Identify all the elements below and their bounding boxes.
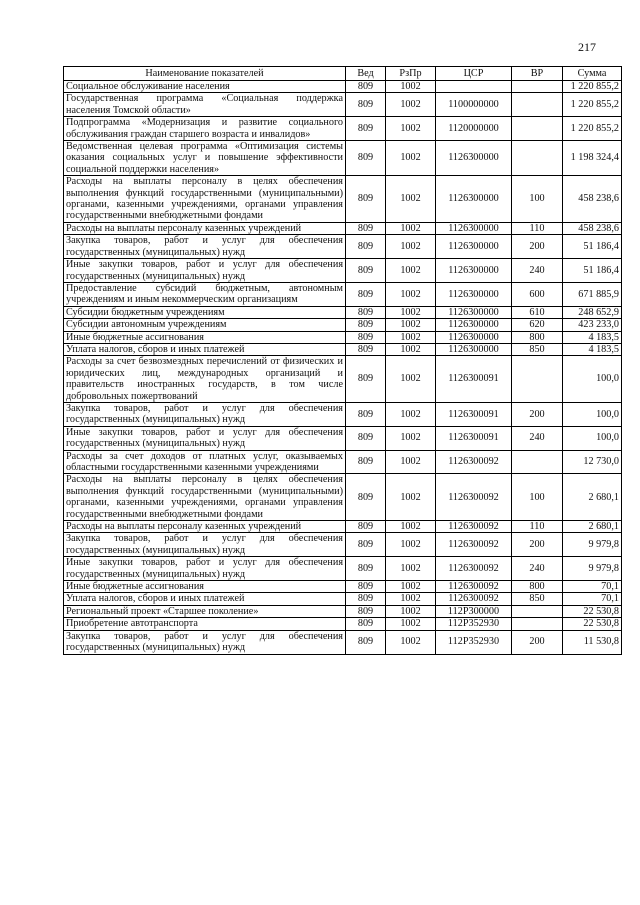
table-row — [64, 605, 622, 617]
cell-sum: 51 186,4 — [563, 235, 622, 259]
cell-vr: 100 — [512, 474, 563, 521]
cell-name: Региональный проект «Старшее поколение» — [64, 605, 346, 617]
cell-csr: 1126300000 — [436, 282, 512, 306]
cell-csr: 1126300092 — [436, 557, 512, 581]
header-ved: Вед — [346, 67, 386, 81]
cell-sum: 423 233,0 — [563, 319, 622, 331]
cell-name: Иные закупки товаров, работ и услуг для обеспечения государственных (муниципальных) нужд — [64, 426, 346, 450]
cell-csr: 1126300091 — [436, 402, 512, 426]
cell-ved: 809 — [346, 402, 386, 426]
cell-ved: 809 — [346, 581, 386, 593]
table-row — [64, 235, 622, 259]
cell-name: Приобретение автотранспорта — [64, 618, 346, 630]
cell-rzpr: 1002 — [386, 141, 436, 176]
cell-vr: 800 — [512, 331, 563, 343]
cell-name: Расходы на выплаты персоналу в целях обеспечения выполнения функций государственными (муниципальными) органами, казенными учреждениями, органами управления государственными внебюджетными фондами — [64, 474, 346, 521]
table-row — [64, 533, 622, 557]
cell-ved: 809 — [346, 259, 386, 283]
cell-sum: 2 680,1 — [563, 474, 622, 521]
table-row — [64, 557, 622, 581]
cell-name: Иные бюджетные ассигнования — [64, 331, 346, 343]
cell-sum: 248 652,9 — [563, 306, 622, 318]
cell-rzpr: 1002 — [386, 533, 436, 557]
cell-csr: 1126300091 — [436, 356, 512, 403]
cell-rzpr: 1002 — [386, 306, 436, 318]
cell-ved: 809 — [346, 557, 386, 581]
cell-rzpr: 1002 — [386, 331, 436, 343]
table-row — [64, 356, 622, 403]
cell-ved: 809 — [346, 618, 386, 630]
header-sum: Сумма — [563, 67, 622, 81]
cell-vr: 620 — [512, 319, 563, 331]
cell-csr: 112P300000 — [436, 605, 512, 617]
table-row — [64, 343, 622, 355]
cell-rzpr: 1002 — [386, 630, 436, 654]
cell-vr — [512, 356, 563, 403]
cell-sum: 9 979,8 — [563, 533, 622, 557]
cell-csr — [436, 81, 512, 93]
cell-rzpr: 1002 — [386, 81, 436, 93]
cell-ved: 809 — [346, 450, 386, 474]
cell-rzpr: 1002 — [386, 343, 436, 355]
cell-csr: 1120000000 — [436, 117, 512, 141]
cell-sum: 1 220 855,2 — [563, 117, 622, 141]
cell-rzpr: 1002 — [386, 235, 436, 259]
cell-rzpr: 1002 — [386, 593, 436, 605]
cell-csr: 1100000000 — [436, 93, 512, 117]
cell-rzpr: 1002 — [386, 356, 436, 403]
table-header-row — [64, 67, 622, 81]
table-row — [64, 282, 622, 306]
cell-rzpr: 1002 — [386, 259, 436, 283]
cell-vr — [512, 141, 563, 176]
cell-rzpr: 1002 — [386, 581, 436, 593]
table-row — [64, 259, 622, 283]
cell-name: Ведомственная целевая программа «Оптимизация системы оказания социальных услуг и повышение эффективности социальной поддержки населения» — [64, 141, 346, 176]
cell-name: Иные закупки товаров, работ и услуг для обеспечения государственных (муниципальных) нужд — [64, 259, 346, 283]
cell-ved: 809 — [346, 343, 386, 355]
cell-ved: 809 — [346, 235, 386, 259]
cell-sum: 22 530,8 — [563, 618, 622, 630]
cell-ved: 809 — [346, 605, 386, 617]
cell-rzpr: 1002 — [386, 319, 436, 331]
page-number: 217 — [578, 40, 596, 54]
cell-name: Уплата налогов, сборов и иных платежей — [64, 343, 346, 355]
table-row — [64, 402, 622, 426]
cell-sum: 2 680,1 — [563, 521, 622, 533]
cell-ved: 809 — [346, 630, 386, 654]
cell-rzpr: 1002 — [386, 93, 436, 117]
cell-ved: 809 — [346, 356, 386, 403]
cell-vr — [512, 618, 563, 630]
header-vr: ВР — [512, 67, 563, 81]
cell-csr: 1126300000 — [436, 222, 512, 234]
cell-vr — [512, 93, 563, 117]
cell-csr: 112P352930 — [436, 618, 512, 630]
cell-name: Закупка товаров, работ и услуг для обеспечения государственных (муниципальных) нужд — [64, 402, 346, 426]
cell-ved: 809 — [346, 222, 386, 234]
cell-vr: 200 — [512, 630, 563, 654]
cell-rzpr: 1002 — [386, 222, 436, 234]
table-row — [64, 426, 622, 450]
table-row — [64, 81, 622, 93]
budget-table — [63, 66, 622, 655]
table-row — [64, 521, 622, 533]
table-row — [64, 141, 622, 176]
cell-ved: 809 — [346, 306, 386, 318]
cell-vr: 240 — [512, 557, 563, 581]
cell-name: Закупка товаров, работ и услуг для обеспечения государственных (муниципальных) нужд — [64, 630, 346, 654]
cell-csr: 1126300091 — [436, 426, 512, 450]
header-rzpr: РзПр — [386, 67, 436, 81]
cell-csr: 112P352930 — [436, 630, 512, 654]
cell-vr — [512, 81, 563, 93]
cell-rzpr: 1002 — [386, 176, 436, 223]
cell-name: Субсидии бюджетным учреждениям — [64, 306, 346, 318]
cell-name: Расходы на выплаты персоналу в целях обеспечения выполнения функций государственными (муниципальными) органами, казенными учреждениями, органами управления государственными внебюджетными фондами — [64, 176, 346, 223]
cell-sum: 12 730,0 — [563, 450, 622, 474]
table-row — [64, 618, 622, 630]
cell-sum: 70,1 — [563, 593, 622, 605]
cell-vr: 800 — [512, 581, 563, 593]
cell-ved: 809 — [346, 93, 386, 117]
cell-name: Государственная программа «Социальная поддержка населения Томской области» — [64, 93, 346, 117]
cell-name: Расходы за счет безвозмездных перечислений от физических и юридических лиц, международных организаций и правительств иностранных государств, в том числе добровольных пожертвований — [64, 356, 346, 403]
header-csr: ЦСР — [436, 67, 512, 81]
cell-ved: 809 — [346, 141, 386, 176]
cell-csr: 1126300092 — [436, 450, 512, 474]
cell-ved: 809 — [346, 331, 386, 343]
cell-name: Субсидии автономным учреждениям — [64, 319, 346, 331]
cell-sum: 671 885,9 — [563, 282, 622, 306]
cell-csr: 1126300000 — [436, 259, 512, 283]
cell-rzpr: 1002 — [386, 426, 436, 450]
cell-ved: 809 — [346, 176, 386, 223]
cell-name: Социальное обслуживание населения — [64, 81, 346, 93]
table-row — [64, 93, 622, 117]
table-row — [64, 176, 622, 223]
cell-vr — [512, 450, 563, 474]
cell-name: Предоставление субсидий бюджетным, автономным учреждениям и иным некоммерческим организациям — [64, 282, 346, 306]
cell-sum: 100,0 — [563, 402, 622, 426]
cell-sum: 11 530,8 — [563, 630, 622, 654]
cell-rzpr: 1002 — [386, 521, 436, 533]
cell-name: Иные бюджетные ассигнования — [64, 581, 346, 593]
table-row — [64, 222, 622, 234]
cell-ved: 809 — [346, 533, 386, 557]
cell-ved: 809 — [346, 117, 386, 141]
cell-ved: 809 — [346, 319, 386, 331]
cell-ved: 809 — [346, 521, 386, 533]
cell-vr: 200 — [512, 235, 563, 259]
cell-csr: 1126300000 — [436, 176, 512, 223]
cell-vr: 110 — [512, 521, 563, 533]
cell-sum: 4 183,5 — [563, 343, 622, 355]
cell-sum: 9 979,8 — [563, 557, 622, 581]
table-row — [64, 474, 622, 521]
cell-csr: 1126300000 — [436, 343, 512, 355]
table-row — [64, 581, 622, 593]
cell-rzpr: 1002 — [386, 557, 436, 581]
cell-sum: 458 238,6 — [563, 176, 622, 223]
table-row — [64, 450, 622, 474]
table-row — [64, 331, 622, 343]
cell-name: Закупка товаров, работ и услуг для обеспечения государственных (муниципальных) нужд — [64, 235, 346, 259]
cell-sum: 4 183,5 — [563, 331, 622, 343]
cell-vr: 240 — [512, 259, 563, 283]
cell-sum: 51 186,4 — [563, 259, 622, 283]
cell-csr: 1126300092 — [436, 474, 512, 521]
table-row — [64, 319, 622, 331]
cell-ved: 809 — [346, 593, 386, 605]
cell-vr: 850 — [512, 343, 563, 355]
cell-name: Уплата налогов, сборов и иных платежей — [64, 593, 346, 605]
cell-ved: 809 — [346, 426, 386, 450]
cell-rzpr: 1002 — [386, 474, 436, 521]
cell-vr: 240 — [512, 426, 563, 450]
cell-vr: 110 — [512, 222, 563, 234]
cell-csr: 1126300000 — [436, 141, 512, 176]
cell-sum: 458 238,6 — [563, 222, 622, 234]
cell-rzpr: 1002 — [386, 402, 436, 426]
cell-ved: 809 — [346, 474, 386, 521]
cell-rzpr: 1002 — [386, 605, 436, 617]
cell-vr — [512, 117, 563, 141]
cell-vr: 610 — [512, 306, 563, 318]
cell-sum: 22 530,8 — [563, 605, 622, 617]
table-body — [64, 81, 622, 655]
cell-csr: 1126300000 — [436, 306, 512, 318]
cell-name: Расходы за счет доходов от платных услуг, оказываемых областными государственными казенными учреждениями — [64, 450, 346, 474]
table-row — [64, 630, 622, 654]
table-row — [64, 593, 622, 605]
cell-csr: 1126300092 — [436, 581, 512, 593]
cell-csr: 1126300092 — [436, 593, 512, 605]
cell-name: Иные закупки товаров, работ и услуг для обеспечения государственных (муниципальных) нужд — [64, 557, 346, 581]
cell-csr: 1126300000 — [436, 319, 512, 331]
cell-name: Расходы на выплаты персоналу казенных учреждений — [64, 521, 346, 533]
cell-vr: 200 — [512, 402, 563, 426]
cell-vr: 100 — [512, 176, 563, 223]
cell-csr: 1126300000 — [436, 235, 512, 259]
cell-sum: 1 220 855,2 — [563, 93, 622, 117]
cell-sum: 100,0 — [563, 426, 622, 450]
cell-vr — [512, 605, 563, 617]
cell-vr: 600 — [512, 282, 563, 306]
cell-rzpr: 1002 — [386, 117, 436, 141]
cell-vr: 200 — [512, 533, 563, 557]
cell-ved: 809 — [346, 282, 386, 306]
header-name: Наименование показателей — [64, 67, 346, 81]
cell-csr: 1126300000 — [436, 331, 512, 343]
cell-rzpr: 1002 — [386, 450, 436, 474]
cell-name: Расходы на выплаты персоналу казенных учреждений — [64, 222, 346, 234]
cell-sum: 1 198 324,4 — [563, 141, 622, 176]
cell-ved: 809 — [346, 81, 386, 93]
cell-rzpr: 1002 — [386, 282, 436, 306]
cell-csr: 1126300092 — [436, 533, 512, 557]
cell-rzpr: 1002 — [386, 618, 436, 630]
cell-name: Закупка товаров, работ и услуг для обеспечения государственных (муниципальных) нужд — [64, 533, 346, 557]
cell-sum: 1 220 855,2 — [563, 81, 622, 93]
cell-sum: 70,1 — [563, 581, 622, 593]
table-row — [64, 117, 622, 141]
table-row — [64, 306, 622, 318]
cell-sum: 100,0 — [563, 356, 622, 403]
cell-name: Подпрограмма «Модернизация и развитие социального обслуживания граждан старшего возраста и инвалидов» — [64, 117, 346, 141]
cell-csr: 1126300092 — [436, 521, 512, 533]
cell-vr: 850 — [512, 593, 563, 605]
